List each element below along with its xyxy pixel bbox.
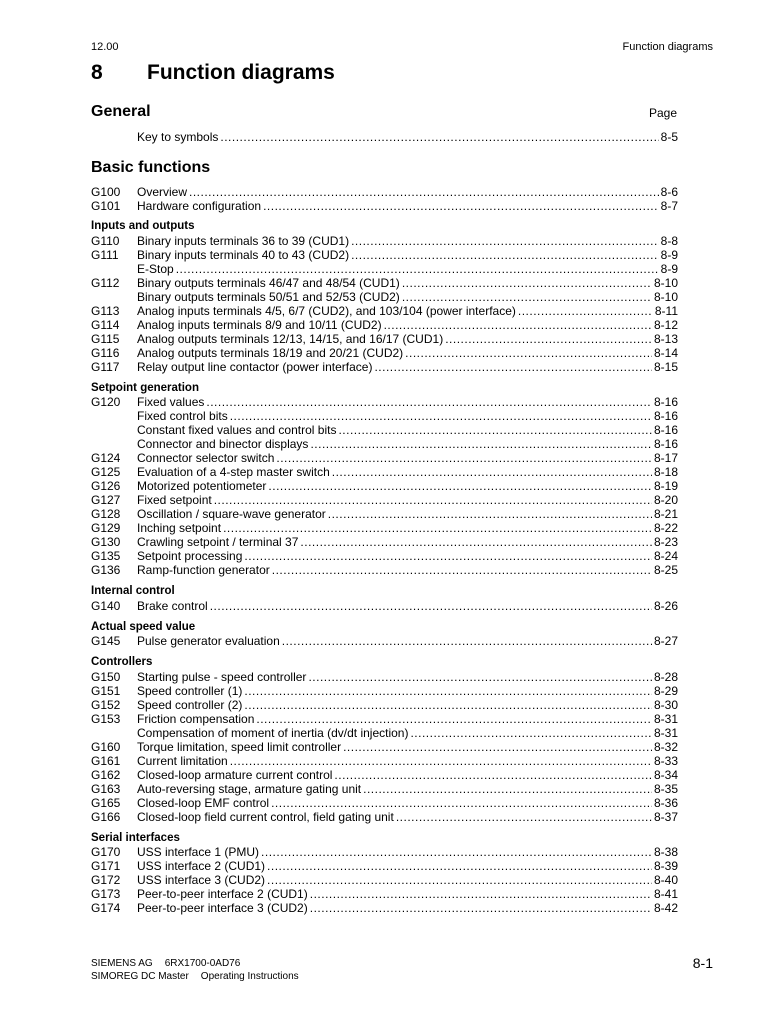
dot-leader [244,698,652,712]
toc-title: Connector selector switch [137,451,275,465]
page-column-label: Page [648,106,677,120]
toc-group-heading: Inputs and outputs [91,220,195,232]
toc-group-heading: Setpoint generation [91,381,199,394]
toc-code: G110 [91,233,120,248]
toc-code: G145 [91,634,121,648]
toc-page: 8-17 [653,451,678,465]
toc-code: G116 [91,345,120,360]
toc-title: Inching setpoint [137,521,222,535]
toc-entry [137,712,678,726]
toc-code: G152 [91,697,121,712]
toc-title: Crawling setpoint / terminal 37 [137,535,299,549]
chapter-title: Function diagrams [147,61,335,84]
toc-row [91,332,678,346]
toc-title: Constant fixed values and control bits [137,423,337,437]
dot-leader [402,290,652,304]
toc-title: Connector and binector displays [137,437,309,451]
dot-leader [445,332,652,346]
page-number: 8-1 [692,955,713,971]
toc-row [91,318,678,332]
toc-row [91,810,678,824]
toc-code: G112 [91,275,120,290]
toc-code: G111 [91,247,119,262]
dot-leader [267,873,652,887]
toc-group-heading: Controllers [91,656,153,668]
toc-page: 8-22 [653,521,678,535]
dot-leader [276,451,652,465]
dot-leader [300,535,652,549]
toc-code: G173 [91,887,121,901]
dot-leader [338,423,652,437]
toc-code: G163 [91,781,121,796]
toc-page: 8-32 [653,739,678,754]
toc-page: 8-41 [653,887,678,901]
toc-title: Friction compensation [137,711,255,726]
toc-entry [137,248,678,262]
toc-entry [137,346,678,360]
toc-page: 8-42 [653,901,678,915]
dot-leader [402,276,652,290]
toc-page: 8-12 [653,317,678,332]
toc-code: G135 [91,549,121,563]
toc-title: Evaluation of a 4-step master switch [137,465,330,479]
toc-page: 8-9 [660,247,678,262]
dot-leader [230,409,652,423]
toc-group-heading: Serial interfaces [91,831,180,844]
toc-title: Relay output line contactor (power interface) [137,359,373,374]
toc-entry [137,887,678,901]
toc-entry [137,873,678,887]
toc-title: Analog outputs terminals 12/13, 14/15, and 16/17 (CUD1) [137,331,444,346]
toc-title: USS interface 1 (PMU) [137,845,260,859]
toc-page: 8-18 [653,465,678,479]
toc-page: 8-11 [654,303,678,318]
toc-row [91,479,678,493]
toc-code: G113 [91,303,120,318]
dot-leader [263,199,659,213]
toc-row [91,698,678,712]
toc-row [91,304,678,318]
footer-product: SIMOREG DC Master [91,971,189,982]
toc-code: G100 [91,185,121,199]
toc-title: Binary outputs terminals 46/47 and 48/54 (CUD1) [137,275,400,290]
toc-entry [137,234,678,248]
toc-code: G126 [91,479,121,493]
toc-page: 8-7 [660,199,678,213]
toc-code: G115 [91,331,120,346]
dot-leader [223,521,652,535]
toc-row [91,740,678,754]
toc-title: Current limitation [137,753,228,768]
toc-entry [137,768,678,782]
dot-leader [308,670,652,684]
toc-row [91,437,678,451]
toc-title: Pulse generator evaluation [137,634,280,648]
dot-leader [271,796,652,810]
dot-leader [405,346,652,360]
toc-entry [137,859,678,873]
toc-title: Auto-reversing stage, armature gating unit [137,781,362,796]
general-section-heading [91,103,677,121]
toc-entry [137,740,678,754]
toc-title: Compensation of moment of inertia (dv/dt injection) [137,725,409,740]
toc-entry [137,409,678,423]
toc-row [91,796,678,810]
dot-leader [310,887,652,901]
toc-entry [137,360,678,374]
toc-row [91,185,678,199]
toc-title: Setpoint processing [137,549,243,563]
toc-row [91,782,678,796]
footer-order-number: 6RX1700-0AD76 [164,958,241,969]
toc-title: Fixed values [137,395,205,409]
toc-title: Brake control [137,598,208,613]
footer-imprint [91,957,299,983]
toc-title: Peer-to-peer interface 3 (CUD2) [137,901,308,915]
toc-title: Torque limitation, speed limit controller [137,739,342,754]
toc-entry [137,810,678,824]
toc-page: 8-26 [653,598,678,613]
toc-page: 8-16 [653,423,678,437]
toc-row [91,684,678,698]
chapter-heading [91,61,335,85]
toc-group-heading: Actual speed value [91,620,196,633]
dot-leader [268,479,652,493]
toc-page: 8-23 [653,535,678,549]
dot-leader [267,859,652,873]
toc-row [91,887,678,901]
toc-page: 8-29 [653,683,678,698]
toc-code: G120 [91,395,121,409]
toc-row [91,599,678,613]
dot-leader [261,845,652,859]
toc-row [91,346,678,360]
toc-row [91,563,678,577]
toc-row [91,199,678,213]
dot-leader [210,599,652,613]
dot-leader [332,465,652,479]
toc-row [91,409,678,423]
toc-page: 8-16 [653,395,678,409]
toc-title: Analog outputs terminals 18/19 and 20/21 (CUD2) [137,345,404,360]
toc-entry [137,634,678,648]
toc-code: G125 [91,465,121,479]
toc-row [91,234,678,248]
toc-page: 8-16 [653,409,678,423]
toc-title: Binary outputs terminals 50/51 and 52/53 (CUD2) [137,289,400,304]
toc-page: 8-9 [660,261,678,276]
toc-title: Fixed control bits [137,409,228,423]
toc-code: G170 [91,845,121,859]
toc-code: G124 [91,451,121,465]
toc-page: 8-24 [653,549,678,563]
toc-row [91,535,678,549]
footer-company: SIEMENS AG [91,958,153,969]
dot-leader [220,130,658,144]
toc-code: G150 [91,669,121,684]
toc-page: 8-38 [653,845,678,859]
toc-title: Speed controller (2) [137,697,243,712]
toc-page: 8-10 [653,275,678,290]
toc-row [91,873,678,887]
toc-code: G114 [91,317,120,332]
dot-leader [206,395,652,409]
basic-section-heading [91,159,677,177]
toc-title: Closed-loop EMF control [137,795,270,810]
toc-entry [137,479,678,493]
toc-code: G161 [91,753,121,768]
dot-leader [518,304,653,318]
dot-leader [176,262,659,276]
toc-entry [137,451,678,465]
toc-entry [137,670,678,684]
toc-row [91,130,678,144]
toc-entry [137,563,678,577]
toc-row [91,493,678,507]
toc-page: 8-30 [653,697,678,712]
toc-entry [137,437,678,451]
toc-page: 8-35 [653,781,678,796]
toc-code: G160 [91,739,121,754]
toc-page: 8-34 [653,767,678,782]
toc-page: 8-33 [653,753,678,768]
toc-title: Analog inputs terminals 8/9 and 10/11 (CUD2) [137,317,382,332]
toc-row [91,845,678,859]
toc-code: G129 [91,521,121,535]
toc-title: E-Stop [137,261,174,276]
toc-entry [137,754,678,768]
toc-row [91,549,678,563]
toc-row [91,634,678,648]
toc-code: G117 [91,359,120,374]
toc-row [91,465,678,479]
toc-row [91,360,678,374]
toc-row [91,754,678,768]
toc-row [91,248,678,262]
toc-entry [137,535,678,549]
toc-code: G128 [91,507,121,521]
dot-leader [328,507,652,521]
header-running-title: Function diagrams [622,41,713,53]
toc-code: G140 [91,598,121,613]
dot-leader [310,901,652,915]
toc-entry [137,262,678,276]
toc-title: Binary inputs terminals 36 to 39 (CUD1) [137,233,350,248]
toc-entry [137,901,678,915]
dot-leader [230,754,652,768]
dot-leader [310,437,652,451]
header-date: 12.00 [91,41,119,53]
toc-page: 8-8 [660,233,678,248]
toc-entry [137,684,678,698]
toc-entry [137,130,678,144]
toc-code: G153 [91,711,121,726]
toc-page: 8-39 [653,859,678,873]
toc-code: G151 [91,683,121,698]
toc-row [91,423,678,437]
toc-code: G166 [91,809,121,824]
toc-page: 8-36 [653,795,678,810]
toc-group-heading: Internal control [91,585,175,597]
toc-title: Binary inputs terminals 40 to 43 (CUD2) [137,247,350,262]
toc-page: 8-31 [653,725,678,740]
toc-entry [137,782,678,796]
toc-code: G136 [91,563,121,577]
toc-title: Starting pulse - speed controller [137,669,307,684]
toc-title: Oscillation / square-wave generator [137,507,326,521]
toc-entry [137,599,678,613]
dot-leader [272,563,652,577]
toc-page: 8-27 [653,634,678,648]
toc-row [91,276,678,290]
toc-code: G174 [91,901,121,915]
toc-entry [137,423,678,437]
toc-page: 8-19 [653,479,678,493]
toc-entry [137,465,678,479]
toc-entry [137,290,678,304]
toc-title: Fixed setpoint [137,493,212,507]
dot-leader [334,768,652,782]
toc-page: 8-21 [653,507,678,521]
general-heading: General [91,103,151,120]
toc-row [91,859,678,873]
toc-title: USS interface 3 (CUD2) [137,873,266,887]
toc-row [91,262,678,276]
dot-leader [410,726,652,740]
toc-row [91,290,678,304]
dot-leader [244,684,652,698]
toc-page: 8-10 [653,289,678,304]
toc-row [91,451,678,465]
dot-leader [214,493,652,507]
footer-doc-type: Operating Instructions [200,971,299,982]
toc-entry [137,726,678,740]
toc-row [91,521,678,535]
toc-code: G171 [91,859,121,873]
toc-page: 8-16 [653,437,678,451]
dot-leader [343,740,652,754]
toc-entry [137,698,678,712]
toc-entry [137,549,678,563]
toc-entry [137,332,678,346]
toc-code: G127 [91,493,121,507]
toc-title: Analog inputs terminals 4/5, 6/7 (CUD2), and 103/104 (power interface) [137,303,516,318]
toc-row [91,507,678,521]
toc-page: 8-28 [653,669,678,684]
toc-entry [137,507,678,521]
toc-title: Overview [137,185,188,199]
toc-page: 8-40 [653,873,678,887]
toc-title: Hardware configuration [137,199,262,213]
toc-row [91,768,678,782]
dot-leader [396,810,652,824]
toc-row [91,726,678,740]
toc-title: USS interface 2 (CUD1) [137,859,266,873]
toc-code: G162 [91,767,121,782]
toc-code: G101 [91,199,121,213]
toc-page: 8-14 [653,345,678,360]
toc-page: 8-37 [653,809,678,824]
dot-leader [374,360,652,374]
toc-row [91,901,678,915]
toc-entry [137,185,678,199]
basic-heading: Basic functions [91,159,211,176]
toc-entry [137,276,678,290]
toc-row [91,395,678,409]
toc-code: G165 [91,795,121,810]
toc-code: G172 [91,873,121,887]
dot-leader [189,185,659,199]
toc-entry [137,845,678,859]
toc-entry [137,796,678,810]
toc-page: 8-20 [653,493,678,507]
toc-entry [137,395,678,409]
toc-page: 8-31 [653,711,678,726]
dot-leader [351,248,659,262]
toc-title: Peer-to-peer interface 2 (CUD1) [137,887,308,901]
toc-page: 8-6 [660,185,678,199]
dot-leader [351,234,659,248]
toc-page: 8-13 [653,331,678,346]
dot-leader [282,634,652,648]
chapter-number: 8 [91,61,103,84]
toc-row [91,712,678,726]
toc-entry [137,199,678,213]
toc-page: 8-5 [660,130,678,144]
toc-title: Key to symbols [137,130,219,144]
toc-title: Motorized potentiometer [137,479,267,493]
toc-row [91,670,678,684]
dot-leader [384,318,652,332]
toc-code: G130 [91,535,121,549]
dot-leader [244,549,652,563]
toc-entry [137,521,678,535]
toc-page: 8-15 [653,359,678,374]
toc-title: Speed controller (1) [137,683,243,698]
toc-title: Closed-loop field current control, field gating unit [137,809,394,824]
toc-title: Closed-loop armature current control [137,767,333,782]
dot-leader [363,782,652,796]
toc-entry [137,493,678,507]
dot-leader [256,712,652,726]
toc-entry [137,304,678,318]
toc-entry [137,318,678,332]
toc-title: Ramp-function generator [137,563,270,577]
toc-page: 8-25 [653,563,678,577]
